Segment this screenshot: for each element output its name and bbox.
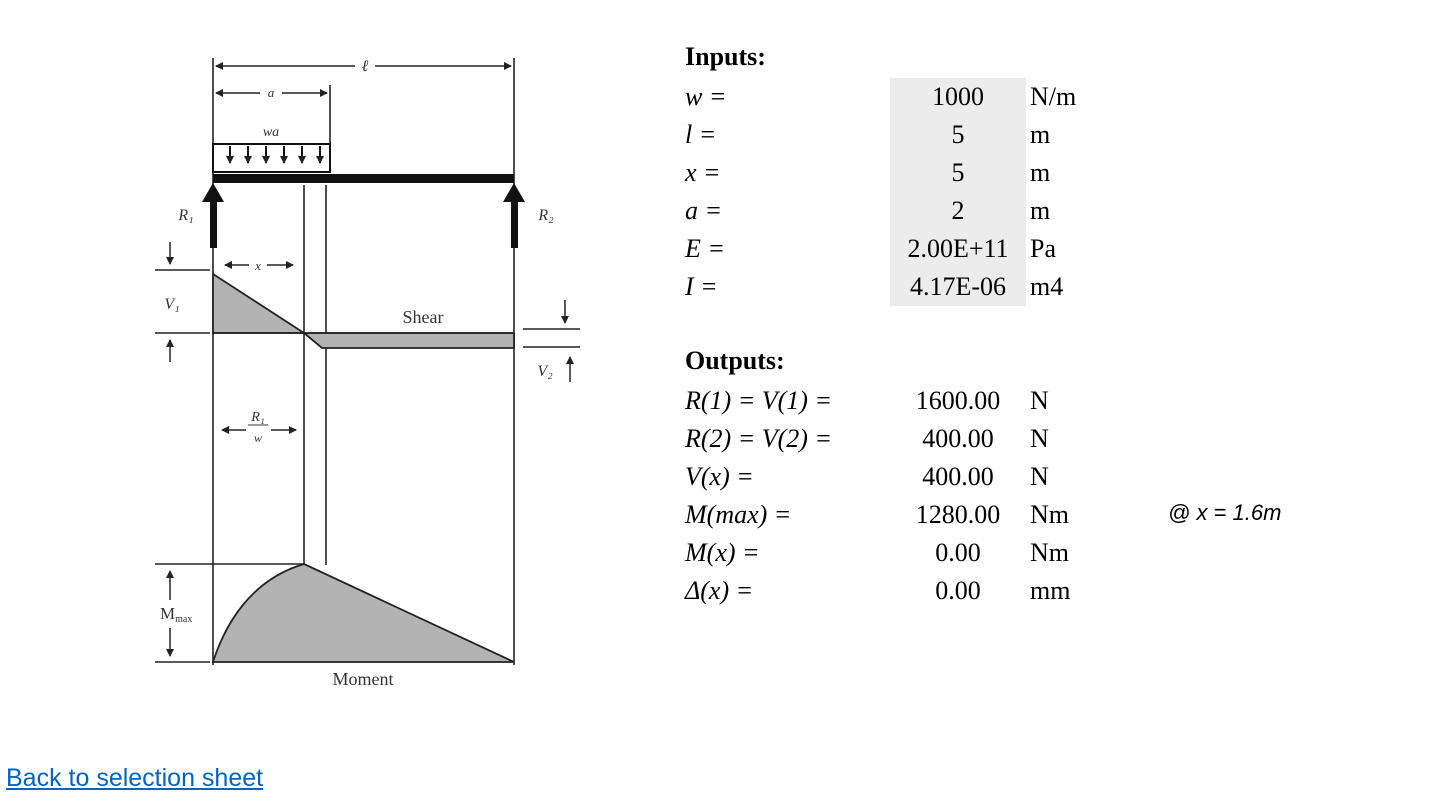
input-unit-i: m4	[1030, 272, 1064, 301]
inputs-title: Inputs:	[685, 42, 766, 71]
input-value-i[interactable]: 4.17E-06	[890, 268, 1026, 306]
input-unit-e: Pa	[1030, 234, 1056, 263]
span-dimension	[216, 58, 511, 75]
load-length-label: a	[267, 85, 275, 100]
output-label-mx: M(x) =	[685, 538, 760, 567]
input-label-i: I =	[685, 272, 718, 301]
input-label-l: l =	[685, 120, 717, 149]
x-dimension	[225, 258, 293, 273]
back-to-selection-link[interactable]: Back to selection sheet	[6, 764, 264, 792]
output-value-mx: 0.00	[935, 538, 981, 567]
v1-label: V₁	[164, 296, 180, 313]
input-label-x: x =	[685, 158, 721, 187]
shear-label: Shear	[402, 307, 444, 327]
input-label-a: a =	[685, 196, 723, 225]
input-value-e[interactable]: 2.00E+11	[890, 230, 1026, 268]
v1-dimension	[155, 242, 210, 362]
moment-diagram	[213, 564, 514, 689]
beam	[213, 174, 514, 183]
v2-label: V₂	[537, 363, 553, 380]
output-value-vx: 400.00	[922, 462, 994, 491]
input-value-l[interactable]: 5	[890, 116, 1026, 154]
output-label-mmax: M(max) =	[685, 500, 792, 529]
output-label-deflection: Δ(x) =	[685, 576, 754, 605]
output-value-r2: 400.00	[922, 424, 994, 453]
r1w-numerator: R₁	[251, 410, 265, 425]
input-value-w[interactable]: 1000	[890, 78, 1026, 116]
input-value-x[interactable]: 5	[890, 154, 1026, 192]
mmax-label: Mmax	[160, 604, 193, 625]
output-label-r2: R(2) = V(2) =	[685, 424, 832, 453]
distributed-load	[213, 125, 330, 172]
r2-label: R₂	[538, 207, 554, 224]
reaction-right	[503, 183, 554, 248]
output-value-deflection: 0.00	[935, 576, 981, 605]
load-length-dimension	[216, 85, 327, 100]
input-unit-l: m	[1030, 120, 1051, 149]
r1-label: R₁	[178, 207, 194, 224]
load-label: wa	[262, 125, 280, 140]
output-unit-mmax: Nm	[1030, 500, 1069, 529]
output-label-vx: V(x) =	[685, 462, 754, 491]
output-value-mmax: 1280.00	[915, 500, 1001, 529]
input-label-e: E =	[685, 234, 725, 263]
shear-diagram	[213, 274, 514, 348]
span-label: ℓ	[361, 58, 369, 75]
output-unit-deflection: mm	[1030, 576, 1071, 605]
r1-over-w-dimension	[222, 410, 296, 445]
moment-label: Moment	[332, 669, 394, 689]
input-unit-a: m	[1030, 196, 1051, 225]
reaction-left	[177, 183, 224, 248]
beam-diagram	[150, 50, 590, 700]
outputs-title: Outputs:	[685, 346, 785, 375]
reference-lines	[213, 58, 514, 665]
input-unit-x: m	[1030, 158, 1051, 187]
output-label-r1: R(1) = V(1) =	[685, 386, 832, 415]
output-unit-vx: N	[1030, 462, 1049, 491]
output-unit-mx: Nm	[1030, 538, 1069, 567]
output-unit-r1: N	[1030, 386, 1049, 415]
input-value-a[interactable]: 2	[890, 192, 1026, 230]
output-value-r1: 1600.00	[915, 386, 1001, 415]
x-label: x	[255, 258, 261, 273]
mmax-location-note: @ x = 1.6m	[1168, 500, 1282, 525]
input-label-w: w =	[685, 82, 727, 111]
input-unit-w: N/m	[1030, 82, 1077, 111]
output-unit-r2: N	[1030, 424, 1049, 453]
r1w-denominator: w	[253, 431, 263, 445]
